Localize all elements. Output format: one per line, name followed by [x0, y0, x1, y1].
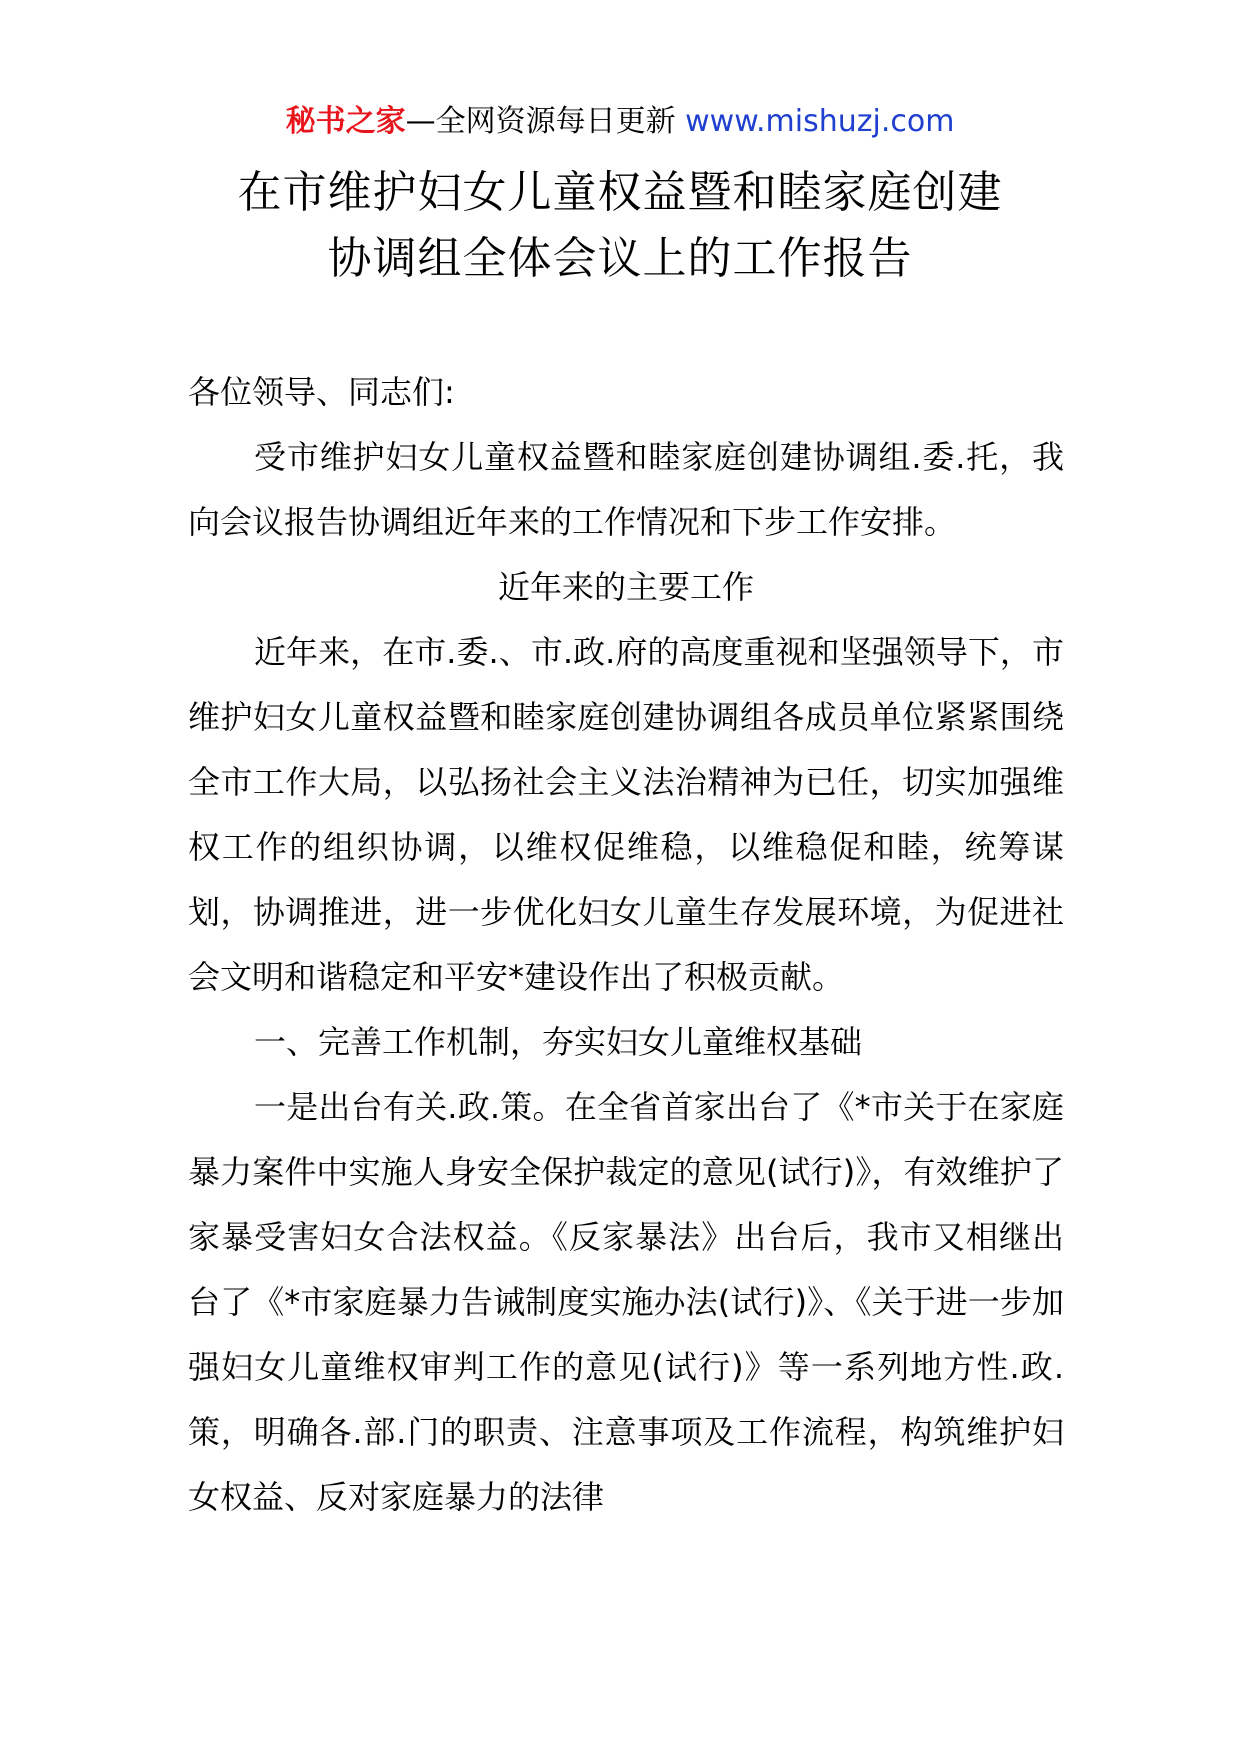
- document-title: [0, 160, 1240, 292]
- paragraph-policy: 一是出台有关.政.策。在全省首家出台了《*市关于在家庭暴力案件中实施人身安全保护裁定的意见(试行)》，有效维护了家暴受害妇女合法权益。《反家暴法》出台后，我市又相继出台了《*市家庭暴力告诫制度实施办法(试行)》、《关于进一步加强妇女儿童维权审判工作的意见(试行)》等一系列地方性.政.策，明确各.部.门的职责、注意事项及工作流程，构筑维护妇女权益、反对家庭暴力的法律: [188, 1088, 1064, 1516]
- subsection-heading-1: 一、完善工作机制，夯实妇女儿童维权基础: [254, 1023, 863, 1061]
- section-heading: 近年来的主要工作: [497, 568, 754, 606]
- salutation: 各位领导、同志们:: [188, 373, 455, 411]
- paragraph-overview: 近年来，在市.委.、市.政.府的高度重视和坚强领导下，市维护妇女儿童权益暨和睦家庭创建协调组各成员单位紧紧围绕全市工作大局，以弘扬社会主义法治精神为已任，切实加强维权工作的组织协调，以维权促维稳，以维稳促和睦，统筹谋划，协调推进，进一步优化妇女儿童生存发展环境，为促进社会文明和谐稳定和平安*建设作出了积极贡献。: [188, 633, 1064, 996]
- title-line-1: 在市维护妇女儿童权益暨和睦家庭创建: [237, 167, 1003, 218]
- paragraph-intro: 受市维护妇女儿童权益暨和睦家庭创建协调组.委.托，我向会议报告协调组近年来的工作情况和下步工作安排。: [188, 438, 1064, 541]
- site-brand: 秘书之家: [285, 104, 406, 139]
- site-header: [0, 100, 1240, 144]
- document-body: [188, 360, 1064, 1530]
- site-url[interactable]: www.mishuzj.com: [685, 104, 955, 139]
- site-slogan: —全网资源每日更新: [405, 104, 686, 139]
- title-line-2: 协调组全体会议上的工作报告: [327, 233, 913, 284]
